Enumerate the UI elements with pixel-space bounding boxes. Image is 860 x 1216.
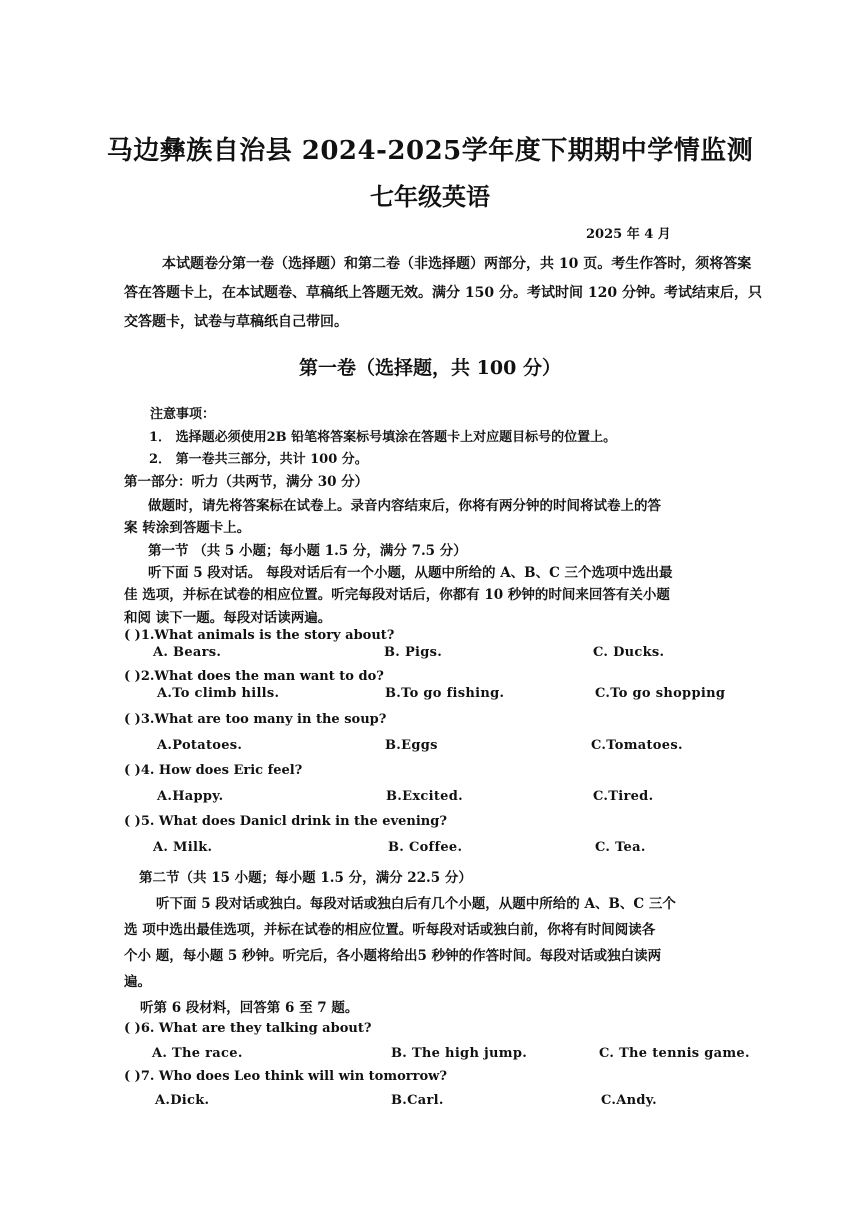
option-b: B.Eggs	[385, 738, 438, 753]
material-note: 听第 6 段材料，回答第 6 至 7 题。	[140, 1000, 359, 1016]
option-b: B. The high jump.	[391, 1046, 528, 1061]
option-a: A.Potatoes.	[157, 738, 243, 753]
option-c: C.Tired.	[593, 789, 654, 804]
option-b: B. Pigs.	[384, 645, 443, 660]
option-c: C. Ducks.	[593, 645, 665, 660]
question-stem: ( )2.What does the man want to do?	[124, 669, 384, 684]
notes-item-1: 1． 选择题必须使用2B 铅笔将答案标号填涂在答题卡上对应题目标号的位置上。	[149, 430, 617, 445]
option-b: B. Coffee.	[388, 840, 463, 855]
section1-instruction-line2: 佳 选项，并标在试卷的相应位置。听完每段对话后，你都有 10 秒钟的时间来回答有关小题	[124, 587, 670, 603]
section2-instruction-line4: 遍。	[124, 974, 151, 990]
section1-instruction-line1: 听下面 5 段对话。 每段对话后有一个小题，从题中所给的 A、B、C 三个选项中选出最	[148, 565, 673, 581]
part1-instruction-line1: 做题时，请先将答案标在试卷上。录音内容结束后，你将有两分钟的时间将试卷上的答	[148, 498, 661, 514]
option-b: B.Excited.	[386, 789, 463, 804]
question-stem: ( )1.What animals is the story about?	[124, 628, 395, 643]
section2-instruction-line3: 个小 题，每小题 5 秒钟。听完后，各小题将给出5 秒钟的作答时间。每段对话或独白读两	[124, 948, 662, 964]
option-b: B.To go fishing.	[385, 686, 505, 701]
section1-heading: 第一节 （共 5 小题；每小题 1.5 分，满分 7.5 分）	[148, 543, 467, 559]
option-a: A. Milk.	[153, 840, 213, 855]
notes-heading: 注意事项：	[150, 407, 216, 422]
option-c: C. The tennis game.	[599, 1046, 750, 1061]
exam-subtitle: 七年级英语	[370, 182, 490, 211]
question-stem: ( )5. What does Danicl drink in the evening?	[124, 814, 447, 829]
question-stem: ( )7. Who does Leo think will win tomorrow?	[124, 1069, 447, 1084]
option-c: C.Andy.	[601, 1093, 657, 1108]
option-c: C.To go shopping	[595, 686, 726, 701]
section2-heading: 第二节（共 15 小题；每小题 1.5 分，满分 22.5 分）	[139, 870, 472, 886]
intro-paragraph: 本试题卷分第一卷（选择题）和第二卷（非选择题）两部分，共 10 页。考生作答时，须将答案答在答题卡上，在本试题卷、草稿纸上答题无效。满分 150 分。考试时间 120 分钟。考试结束后，只交答题卡，试卷与草稿纸自己带回。	[124, 256, 762, 330]
question-stem: ( )6. What are they talking about?	[124, 1021, 372, 1036]
option-a: A.Happy.	[157, 789, 224, 804]
volume1-title: 第一卷（选择题，共 100 分）	[299, 357, 561, 379]
option-c: C.Tomatoes.	[591, 738, 683, 753]
section1-instruction-line3: 和阅 读下一题。每段对话读两遍。	[124, 610, 332, 626]
option-a: A. Bears.	[153, 645, 222, 660]
section2-instruction-line2: 选 项中选出最佳选项，并标在试卷的相应位置。听每段对话或独白前，你将有时间阅读各	[124, 922, 656, 938]
question-stem: ( )3.What are too many in the soup?	[124, 712, 387, 727]
part1-instruction-line2: 案 转涂到答题卡上。	[124, 520, 251, 536]
notes-item-2: 2． 第一卷共三部分，共计 100 分。	[149, 452, 368, 467]
section2-instruction-line1: 听下面 5 段对话或独白。每段对话或独白后有几个小题，从题中所给的 A、B、C 三个	[156, 896, 676, 912]
part1-heading: 第一部分：听力（共两节，满分 30 分）	[124, 474, 369, 490]
option-c: C. Tea.	[595, 840, 646, 855]
question-stem: ( )4. How does Eric feel?	[124, 763, 303, 778]
option-a: A. The race.	[152, 1046, 243, 1061]
option-b: B.Carl.	[391, 1093, 444, 1108]
exam-title: 马边彝族自治县 2024-2025学年度下期期中学情监测	[106, 136, 754, 166]
option-a: A.To climb hills.	[157, 686, 280, 701]
option-a: A.Dick.	[155, 1093, 210, 1108]
exam-date: 2025 年 4 月	[586, 227, 671, 242]
